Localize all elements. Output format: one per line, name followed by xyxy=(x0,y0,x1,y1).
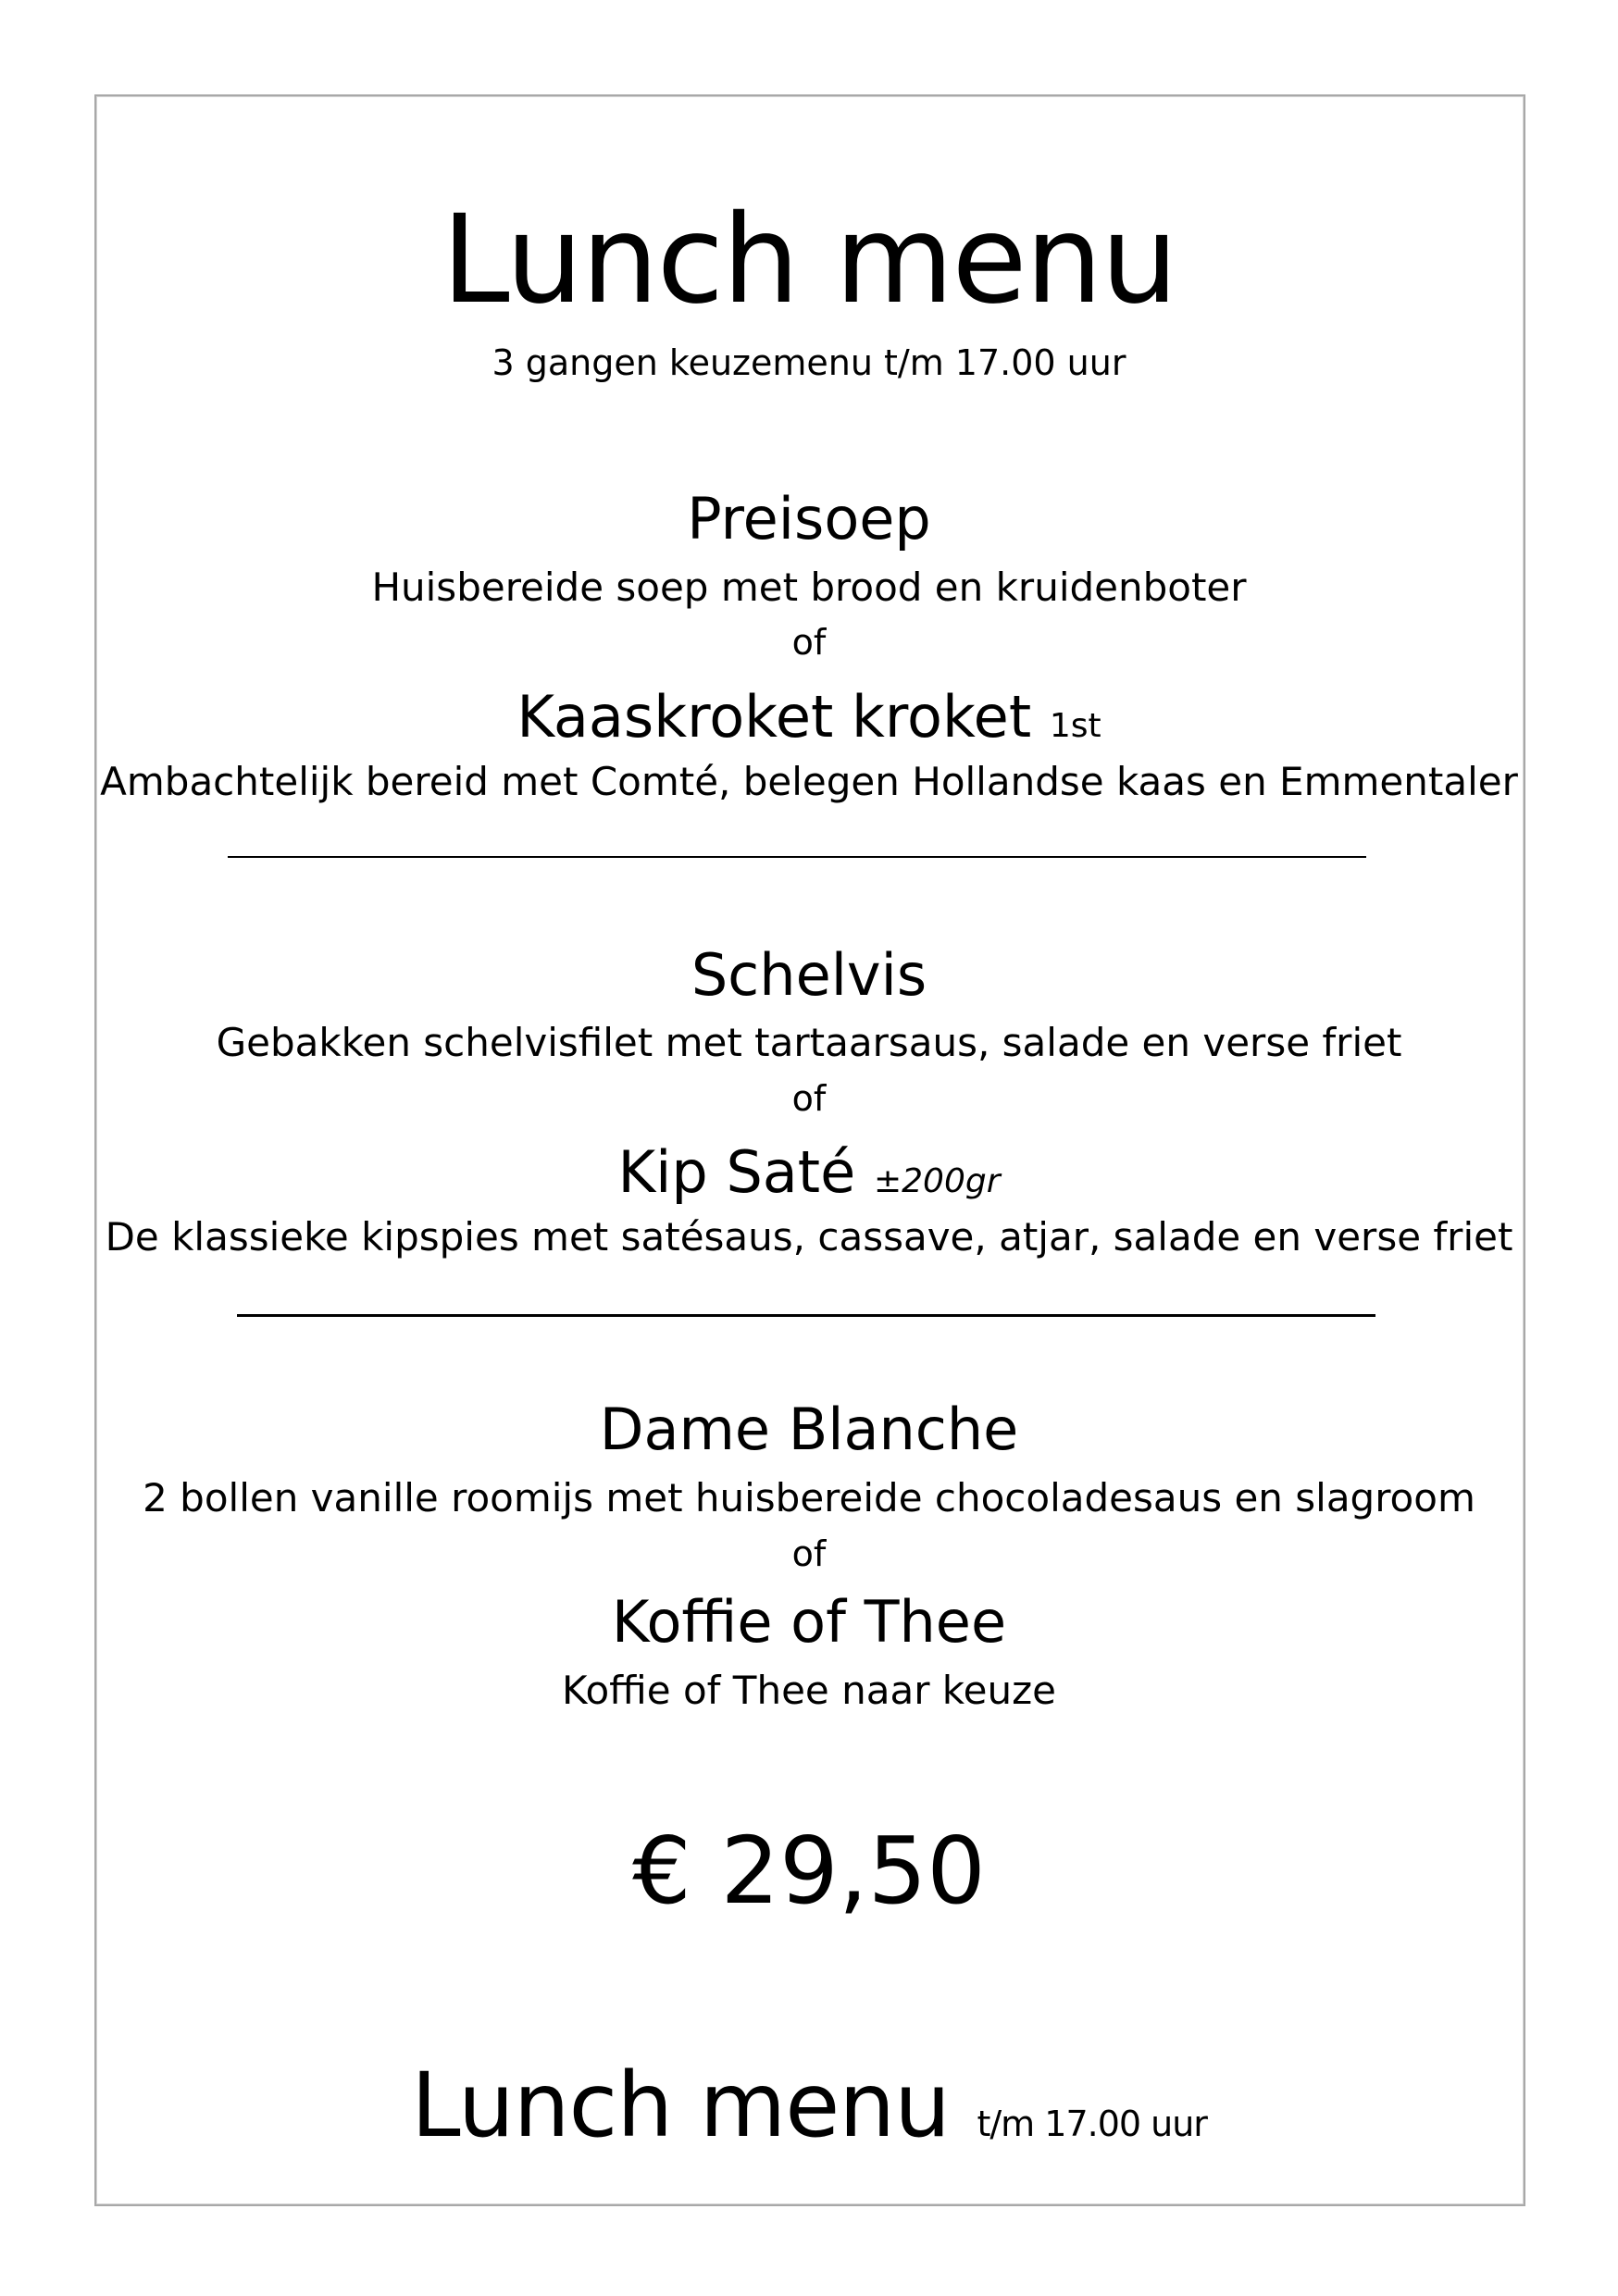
course2-option2-description: De klassieke kipspies met satésaus, cassave, atjar, salade en verse friet xyxy=(105,1214,1513,1260)
course1-option1-name: Preisoep xyxy=(687,485,931,552)
course2-option2-name: Kip Saté xyxy=(617,1138,856,1206)
course1-option2 xyxy=(0,683,1618,751)
course2-option2-note: ±200gr xyxy=(873,1162,1001,1200)
course1-option1-description: Huisbereide soep met brood en kruidenboter xyxy=(371,565,1247,610)
course2-option1-name: Schelvis xyxy=(691,941,927,1009)
course2-option1-description: Gebakken schelvisfilet met tartaarsaus, salade en verse friet xyxy=(216,1020,1402,1065)
menu-subtitle: 3 gangen keuzemenu t/m 17.00 uur xyxy=(492,342,1126,383)
course2-option2 xyxy=(0,1138,1618,1206)
menu-title: Lunch menu xyxy=(442,189,1176,331)
course1-separator: of xyxy=(791,622,827,663)
course-divider xyxy=(228,856,1366,858)
course3-option1-name: Dame Blanche xyxy=(599,1396,1019,1463)
course3-option2-name: Koffie of Thee xyxy=(611,1588,1007,1656)
footer xyxy=(0,2054,1618,2157)
footer-note: t/m 17.00 uur xyxy=(977,2104,1207,2144)
course3-option2-description: Koffie of Thee naar keuze xyxy=(562,1668,1056,1713)
course2-separator: of xyxy=(791,1078,827,1119)
course1-option2-name: Kaaskroket kroket xyxy=(517,683,1032,751)
course-divider xyxy=(237,1314,1375,1317)
menu-price: € 29,50 xyxy=(632,1817,986,1925)
course1-option2-note: 1st xyxy=(1049,707,1101,745)
footer-title: Lunch menu xyxy=(411,2054,950,2157)
course1-option2-description: Ambachtelijk bereid met Comté, belegen Hollandse kaas en Emmentaler xyxy=(100,759,1518,804)
course3-option1-description: 2 bollen vanille roomijs met huisbereide chocoladesaus en slagroom xyxy=(143,1475,1475,1520)
course3-separator: of xyxy=(791,1533,827,1574)
